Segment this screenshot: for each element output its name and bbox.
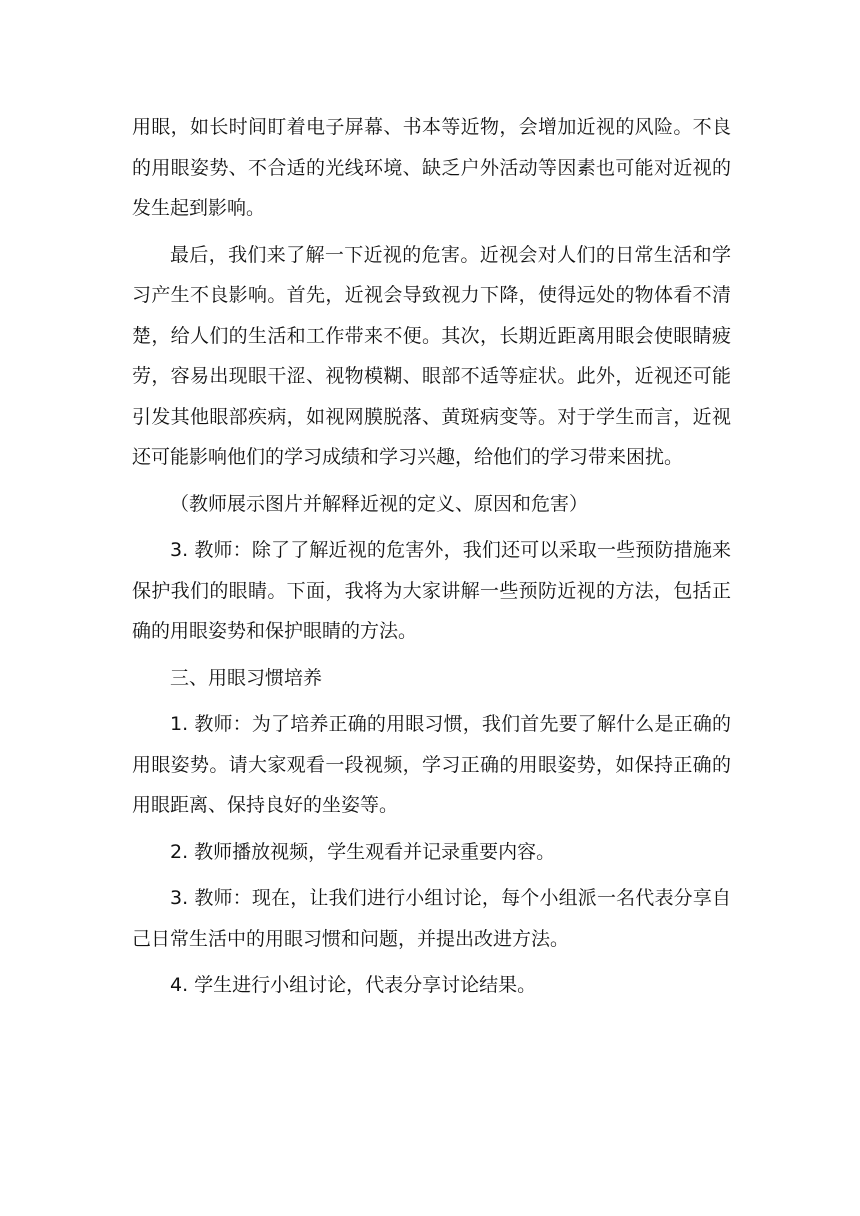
paragraph-myopia-harms: 最后，我们来了解一下近视的危害。近视会对人们的日常生活和学习产生不良影响。首先，近视会导致视力下降，使得远处的物体看不清楚，给人们的生活和工作带来不便。其次，长期近距离用眼会使眼睛疲劳，容易出现眼干涩、视物模糊、眼部不适等症状。此外，近视还可能引发其他眼部疾病，如视网膜脱落、黄斑病变等。对于学生而言，近视还可能影响他们的学习成绩和学习兴趣，给他们的学习带来困扰。 (132, 243, 731, 468)
section-heading-eye-habits: 三、用眼习惯培养 (170, 666, 323, 689)
paragraph-step-1-posture: 1. 教师：为了培养正确的用眼习惯，我们首先要了解什么是正确的用眼姿势。请大家观看一段视频，学习正确的用眼姿势，如保持正确的用眼距离、保持良好的坐姿等。 (132, 713, 731, 816)
paragraph-step-4-share-results: 4. 学生进行小组讨论，代表分享讨论结果。 (170, 974, 537, 996)
paragraph-step-3-group-discussion: 3. 教师：现在，让我们进行小组讨论，每个小组派一名代表分享自己日常生活中的用眼习惯和问题，并提出改进方法。 (132, 887, 731, 950)
paragraph-myopia-causes-continued: 用眼，如长时间盯着电子屏幕、书本等近物，会增加近视的风险。不良的用眼姿势、不合适的光线环境、缺乏户外活动等因素也可能对近视的发生起到影响。 (132, 116, 731, 219)
paragraph-teacher-shows-images: （教师展示图片并解释近视的定义、原因和危害） (170, 492, 589, 515)
paragraph-step-3-prevention: 3. 教师：除了了解近视的危害外，我们还可以采取一些预防措施来保护我们的眼睛。下面，我将为大家讲解一些预防近视的方法，包括正确的用眼姿势和保护眼睛的方法。 (132, 539, 731, 642)
document-body (132, 107, 731, 1012)
paragraph-step-2-video: 2. 教师播放视频，学生观看并记录重要内容。 (170, 840, 556, 863)
